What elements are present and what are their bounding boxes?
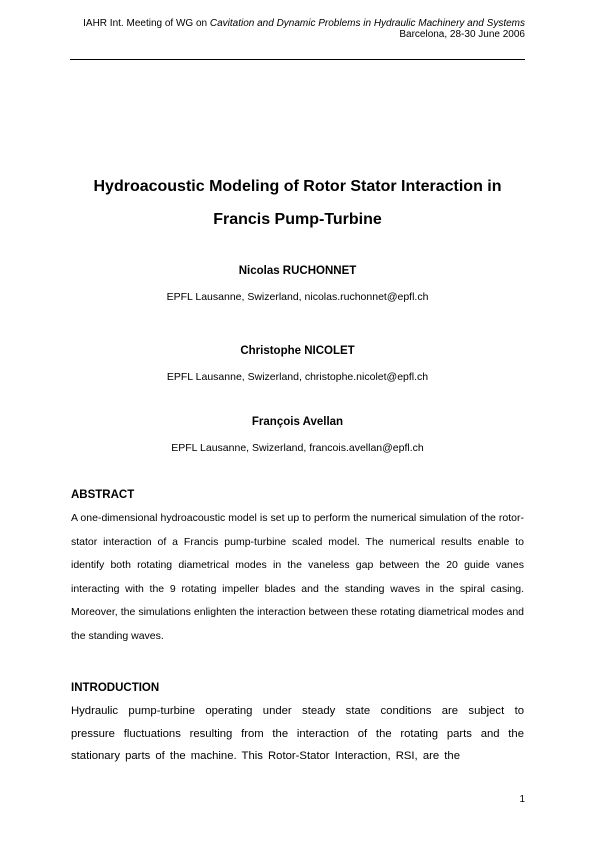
running-header-location-date: Barcelona, 28-30 June 2006 xyxy=(399,29,525,40)
header-divider xyxy=(70,59,525,60)
introduction-heading: INTRODUCTION xyxy=(71,682,160,694)
abstract-heading: ABSTRACT xyxy=(71,489,135,501)
author-block-1 xyxy=(60,264,535,304)
abstract-text: A one-dimensional hydroacoustic model is set up to perform the numerical simulation of the rotor-stator interaction of a Francis pump-turbine scaled model. The numerical results enable to identify both rotating diametrical modes in the vaneless gap between the 20 guide vanes interacting with the 9 rotating impeller blades and the standing waves in the spiral casing. Moreover, the simulations enlighten the interaction between these rotating diametrical modes and the standing waves. xyxy=(71,512,524,642)
page-number: 1 xyxy=(519,794,525,805)
author-name: Nicolas RUCHONNET xyxy=(238,265,357,277)
author-name: François Avellan xyxy=(251,416,344,428)
author-affiliation: EPFL Lausanne, Swizerland, francois.avellan@epfl.ch xyxy=(171,442,424,454)
author-block-2 xyxy=(60,344,535,384)
author-affiliation: EPFL Lausanne, Swizerland, christophe.nicolet@epfl.ch xyxy=(166,371,429,383)
running-header-conference xyxy=(70,18,525,29)
author-affiliation: EPFL Lausanne, Swizerland, nicolas.ruchonnet@epfl.ch xyxy=(166,291,429,303)
paper-title xyxy=(50,170,545,236)
paper-title-line-2: Francis Pump-Turbine xyxy=(213,211,382,228)
running-header-prefix: IAHR Int. Meeting of WG on xyxy=(83,18,210,29)
author-block-3 xyxy=(60,415,535,455)
paper-title-line-1: Hydroacoustic Modeling of Rotor Stator Interaction in xyxy=(93,178,502,195)
author-name: Christophe NICOLET xyxy=(240,345,355,357)
introduction-text: Hydraulic pump-turbine operating under steady state conditions are subject to pressure fluctuations resulting from the interaction of the rotating parts and the stationary parts of the machine. This Rotor-Stator Interaction, RSI, are the xyxy=(71,705,524,762)
running-header-title: Cavitation and Dynamic Problems in Hydraulic Machinery and Systems xyxy=(209,18,525,29)
running-header xyxy=(70,18,525,40)
